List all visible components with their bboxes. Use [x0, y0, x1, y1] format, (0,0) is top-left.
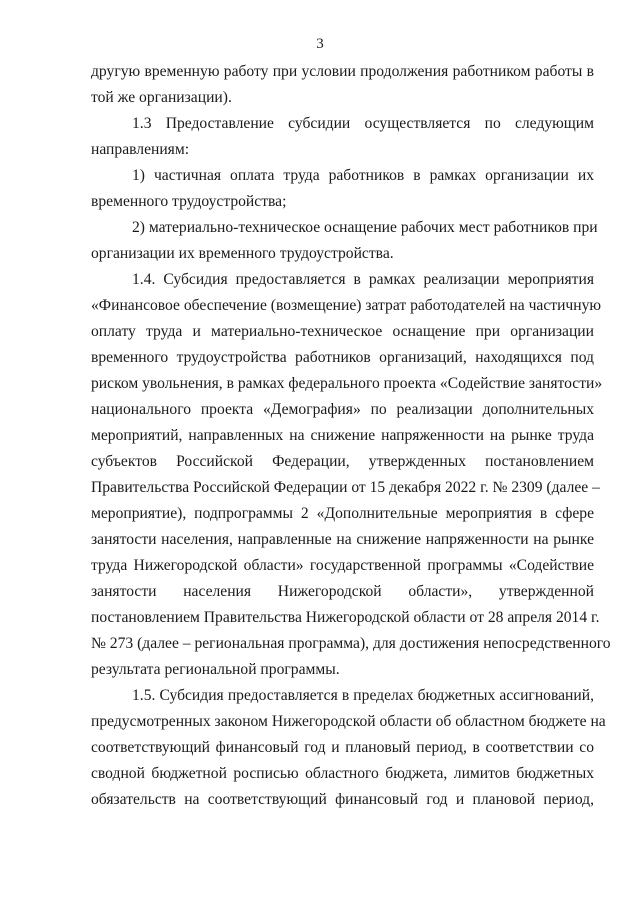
text-line: Правительства Российской Федерации от 15 декабря 2022 г. № 2309 (далее – — [91, 479, 600, 496]
text-line: 1.3 Предоставление субсидии осуществляется по следующим — [132, 115, 594, 132]
text-line: направлениям: — [91, 141, 190, 158]
text-line: оплату труда и материально-техническое оснащение при организации — [91, 323, 594, 340]
text-line: сводной бюджетной росписью областного бюджета, лимитов бюджетных — [91, 765, 594, 782]
text-line: субъектов Российской Федерации, утвержденных постановлением — [91, 453, 594, 470]
text-line: 1.5. Субсидия предоставляется в пределах бюджетных ассигнований, — [132, 687, 594, 704]
text-line: той же организации). — [91, 89, 232, 106]
text-line: риском увольнения, в рамках федерального проекта «Содействие занятости» — [91, 375, 603, 392]
text-line: временного трудоустройства; — [91, 193, 287, 210]
text-line: № 273 (далее – региональная программа), для достижения непосредственного — [91, 635, 611, 652]
text-line: мероприятие), подпрограммы 2 «Дополнительные мероприятия в сфере — [91, 505, 594, 522]
text-line: временного трудоустройства работников организаций, находящихся под — [91, 349, 594, 366]
text-line: национального проекта «Демография» по реализации дополнительных — [91, 401, 594, 418]
text-line: предусмотренных законом Нижегородской области об областном бюджете на — [91, 713, 606, 730]
text-line: занятости населения Нижегородской области», утвержденной — [91, 583, 594, 600]
text-line: труда Нижегородской области» государственной программы «Содействие — [91, 557, 594, 574]
text-line: результата региональной программы. — [91, 661, 340, 678]
text-line: «Финансовое обеспечение (возмещение) затрат работодателей на частичную — [91, 297, 602, 314]
text-line: обязательств на соответствующий финансовый год и плановой период, — [91, 791, 594, 808]
page-number: 3 — [316, 36, 324, 52]
text-line: 2) материально-техническое оснащение рабочих мест работников при — [132, 219, 598, 236]
text-line: другую временную работу при условии продолжения работником работы в — [91, 63, 594, 80]
text-line: организации их временного трудоустройства. — [91, 245, 394, 262]
text-line: 1) частичная оплата труда работников в рамках организации их — [132, 167, 594, 184]
text-line: постановлением Правительства Нижегородской области от 28 апреля 2014 г. — [91, 609, 600, 626]
text-line: 1.4. Субсидия предоставляется в рамках реализации мероприятия — [132, 271, 594, 288]
text-line: мероприятий, направленных на снижение напряженности на рынке труда — [91, 427, 594, 444]
text-line: соответствующий финансовый год и плановый период, в соответствии со — [91, 739, 594, 756]
text-line: занятости населения, направленные на снижение напряженности на рынке — [91, 531, 594, 548]
